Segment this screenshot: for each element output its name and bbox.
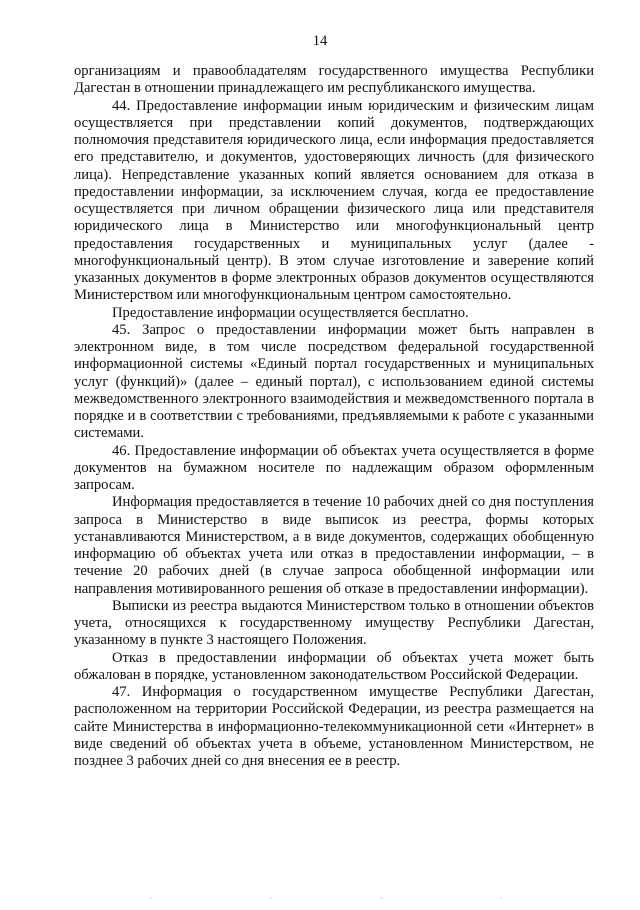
scan-edge-marks — [0, 890, 640, 905]
paragraph-information-terms: Информация предоставляется в течение 10 рабочих дней со дня поступления запроса в Министерство в виде выписок из реестра, формы которых устанавливаются Министерством, а в виде документов, содержащих обобщенную информацию об объектах учета или отказ в предоставлении информации, – в течение 20 рабочих дней (в случае запроса обобщенной информации или направления мотивированного решения об отказе в предоставлении информации). — [74, 494, 594, 597]
page-number: 14 — [312, 33, 328, 49]
paragraph-refusal-appeal: Отказ в предоставлении информации об объектах учета может быть обжалован в порядке, установленном законодательством Российской Федерации. — [74, 649, 594, 683]
paragraph-47: 47. Информация о государственном имуществе Республики Дагестан, расположенном на территории Российской Федерации, из реестра размещается на сайте Министерства в информационно-телекоммуникационной сети «Интернет» в виде сведений об объектах учета в объеме, установленном Министерством, не позднее 3 рабочих дней со дня внесения ее в реестр. — [74, 684, 594, 769]
paragraph-45: 45. Запрос о предоставлении информации может быть направлен в электронном виде, в том числе посредством федеральной государственной информационной системы «Единый портал государственных и муниципальных услуг (функций)» (далее – единый портал), с использованием единой системы межведомственного электронного взаимодействия и межведомственного портала в порядке и в соответствии с требованиями, предъявляемыми к работе с указанными системами. — [74, 321, 594, 442]
paragraph-continuation: организациям и правообладателям государственного имущества Республики Дагестан в отношении принадлежащего им республиканского имущества. — [74, 63, 594, 97]
paragraph-44: 44. Предоставление информации иным юридическим и физическим лицам осуществляется при представлении копий документов, подтверждающих полномочия представителя юридического лица, если информация предоставляется его представителю, и документов, удостоверяющих личность (для физического лица). Непредставление указанных копий является основанием для отказа в предоставлении информации, за исключением случая, когда ее предоставление осуществляется при личном обращении физического лица или представителя юридического лица в Министерство или многофункциональный центр предоставления государственных и муниципальных услуг (далее - многофункциональный центр). В этом случае изготовление и заверение копий указанных документов в форме электронных образов документов осуществляются Министерством или многофункциональным центром самостоятельно. — [74, 97, 594, 304]
paragraph-extracts: Выписки из реестра выдаются Министерством только в отношении объектов учета, относящихся к государственному имуществу Республики Дагестан, указанному в пункте 3 настоящего Положения. — [74, 597, 594, 649]
paragraph-free-of-charge: Предоставление информации осуществляется бесплатно. — [112, 304, 469, 321]
paragraph-46: 46. Предоставление информации об объектах учета осуществляется в форме документов на бумажном носителе по надлежащим образом оформленным запросам. — [74, 442, 594, 493]
scan-edge-marks-graphic — [0, 890, 640, 905]
document-body — [74, 63, 594, 770]
